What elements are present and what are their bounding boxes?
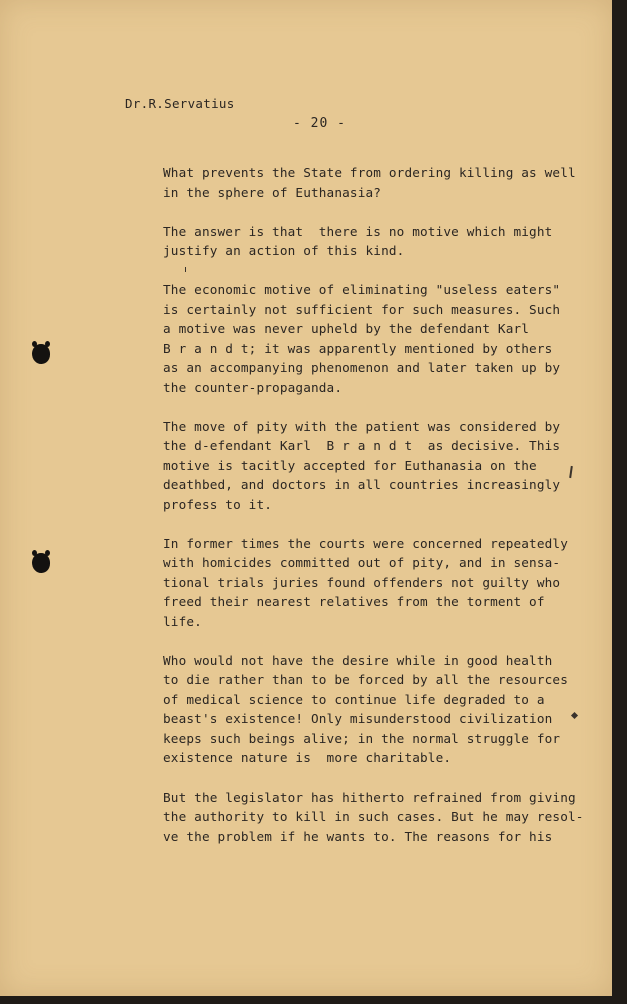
paragraph [163, 163, 583, 202]
text-line: beast's existence! Only misunderstood civilization [163, 711, 553, 727]
paragraph [163, 534, 583, 632]
scan-border-right [612, 0, 627, 1004]
text-line: ve the problem if he wants to. The reasons for his [163, 828, 553, 844]
paragraph [163, 222, 583, 261]
text-line: tional trials juries found offenders not guilty who [163, 574, 561, 590]
paragraph [163, 280, 583, 397]
text-line: But the legislator has hitherto refrained from giving [163, 789, 576, 805]
text-line: Who would not have the desire while in good health [163, 652, 553, 668]
document-body [163, 163, 583, 866]
text-line: In former times the courts were concerned repeatedly [163, 535, 569, 551]
text-line: the authority to kill in such cases. But he may resol- [163, 809, 584, 825]
paragraph [163, 651, 583, 768]
text-line: The economic motive of eliminating "useless eaters" [163, 282, 561, 298]
text-line: freed their nearest relatives from the torment of [163, 594, 545, 610]
text-line: to die rather than to be forced by all the resources [163, 672, 569, 688]
paragraph [163, 788, 583, 847]
page-number: - 20 - [293, 116, 346, 131]
text-line: the d-efendant Karl B r a n d t as decisive. This [163, 438, 561, 454]
text-line: of medical science to continue life degraded to a [163, 691, 545, 707]
text-line: motive is tacitly accepted for Euthanasia on the [163, 457, 537, 473]
text-line: deathbed, and doctors in all countries increasingly [163, 477, 561, 493]
text-line: life. [163, 613, 202, 629]
paragraph [163, 417, 583, 515]
scan-border-bottom [0, 996, 627, 1004]
text-line: keeps such beings alive; in the normal struggle for [163, 730, 561, 746]
text-line: is certainly not sufficient for such measures. Such [163, 301, 561, 317]
author-header: Dr.R.Servatius [125, 96, 235, 111]
punch-hole-top [32, 344, 50, 364]
text-line: The answer is that there is no motive which might [163, 223, 553, 239]
text-line: a motive was never upheld by the defendant Karl [163, 321, 530, 337]
text-line: as an accompanying phenomenon and later taken up by [163, 360, 561, 376]
text-line: in the sphere of Euthanasia? [163, 184, 382, 200]
text-line: B r a n d t; it was apparently mentioned by others [163, 340, 553, 356]
text-line: justify an action of this kind. [163, 243, 405, 259]
text-line: profess to it. [163, 496, 273, 512]
text-line: with homicides committed out of pity, and in sensa- [163, 555, 561, 571]
text-line: What prevents the State from ordering killing as well [163, 165, 576, 180]
text-line: The move of pity with the patient was considered by [163, 418, 561, 434]
text-line: the counter-propaganda. [163, 379, 343, 395]
punch-hole-bottom [32, 553, 50, 573]
text-line: existence nature is more charitable. [163, 750, 452, 766]
